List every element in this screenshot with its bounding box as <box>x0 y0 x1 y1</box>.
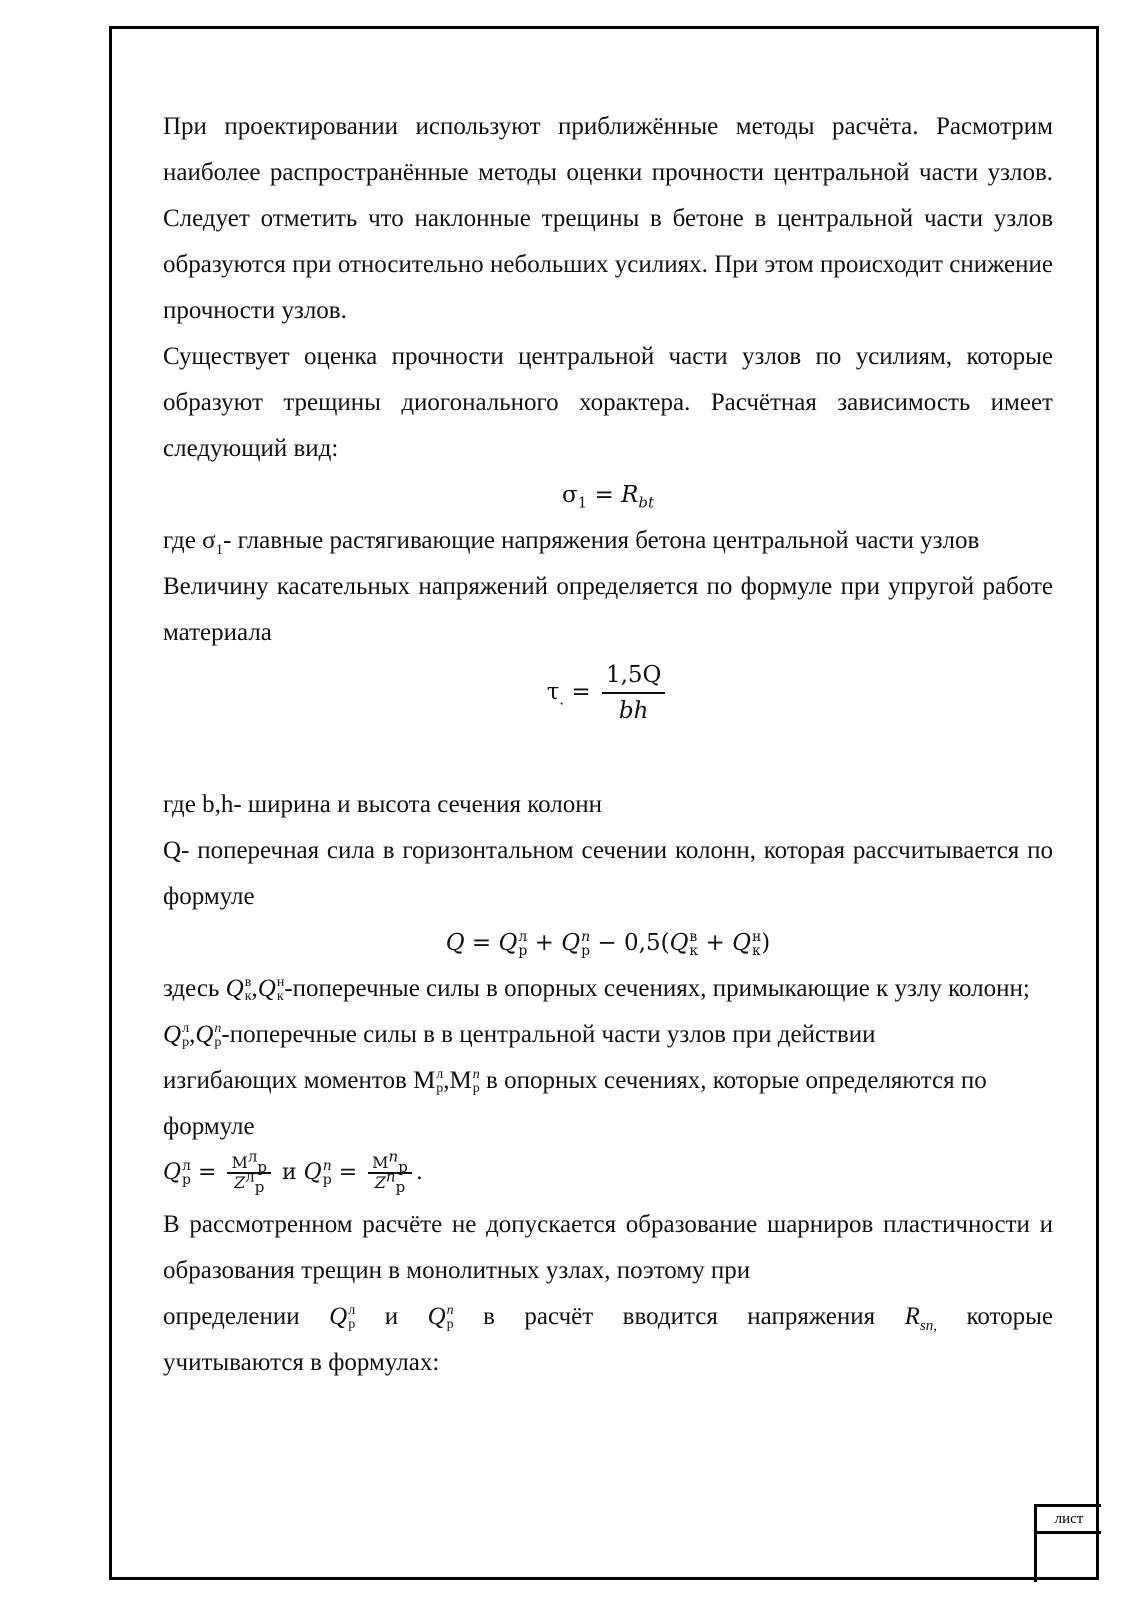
paragraph-moments: изгибающих моментов М л р ,М n р в опорных сечениях, которые определяются по <box>163 1067 987 1097</box>
paragraph-q-def: Q- поперечная сила в горизонтальном сечении колонн, которая рассчитывается по формуле <box>163 837 1053 910</box>
paragraph-shear: Величину касательных напряжений определяется по формуле при упругой работе материала <box>163 573 1053 646</box>
sheet-number-cell <box>1034 1531 1101 1582</box>
paragraph-bh-def: где b,h- ширина и высота сечения колонн <box>163 791 603 818</box>
paragraph-qp-def: Q л р ,Q n р -поперечные силы в в центральной части узлов при действии <box>163 1021 876 1051</box>
formula-sigma <box>163 472 1053 518</box>
sheet-stamp <box>1034 1504 1101 1582</box>
sheet-label: лист <box>1034 1504 1101 1534</box>
paragraph-dependency: Существует оценка прочности центральной части узлов по усилиям, которые образуют трещины диогонального хорактера. Расчётная зависимость имеет следующий вид: <box>163 343 1053 462</box>
paragraph-conclusion: В рассмотренном расчёте не допускается образование шарниров пластичности и образования трещин в монолитных узлах, поэтому при <box>163 1211 1053 1284</box>
formula-q: Q = Q л р + Q n р − 0,5(Q в к + Q н к ) <box>445 929 771 959</box>
formula-sigma-lhs-sub: 1 <box>577 493 588 512</box>
formula-sigma-rhs: R <box>621 482 639 508</box>
paragraph-sigma-def: где $\sigma_1-$ главные растягивающие напряжения бетона центральной части узлов <box>163 527 980 558</box>
formula-sigma-lhs: σ <box>561 482 578 508</box>
formula-qp-moments: Q л р = $\frac{М^л_р}{Z^л_р}$ и Q n р = $\frac{М^n_р}{Z^n_р}$ . <box>163 1147 423 1197</box>
formula-tau-fraction: $\frac{1,5Q}{bh}$ <box>602 658 665 728</box>
formula-tau: $\tau_.$ = $\frac{1,5Q}{bh}$ <box>163 658 1053 728</box>
paragraph-final: учитываются в формулах: <box>163 1349 440 1376</box>
paragraph-intro: При проектировании используют приближённые методы расчёта. Расмотрим наиболее распространённые методы оценки прочности центральной части узлов. Следует отметить что наклонные трещины в бетоне в центральной части узлов образуются при относительно небольших усилиях. При этом происходит снижение прочности узлов. <box>163 113 1053 324</box>
paragraph-qk-def: здесь Q в к ,Q н к -поперечные силы в опорных сечениях, примыкающие к узлу колонн; <box>163 975 1030 1005</box>
paragraph-rsn: определении Q л р и Q n р в расчёт вводится напряжения $R_{sn,}$ которые <box>163 1303 1054 1334</box>
formula-sigma-eq: = <box>587 482 622 508</box>
paragraph-formula-word: формуле <box>163 1113 255 1140</box>
document-body <box>163 104 1053 1386</box>
formula-sigma-rhs-sub: bt <box>638 493 655 512</box>
